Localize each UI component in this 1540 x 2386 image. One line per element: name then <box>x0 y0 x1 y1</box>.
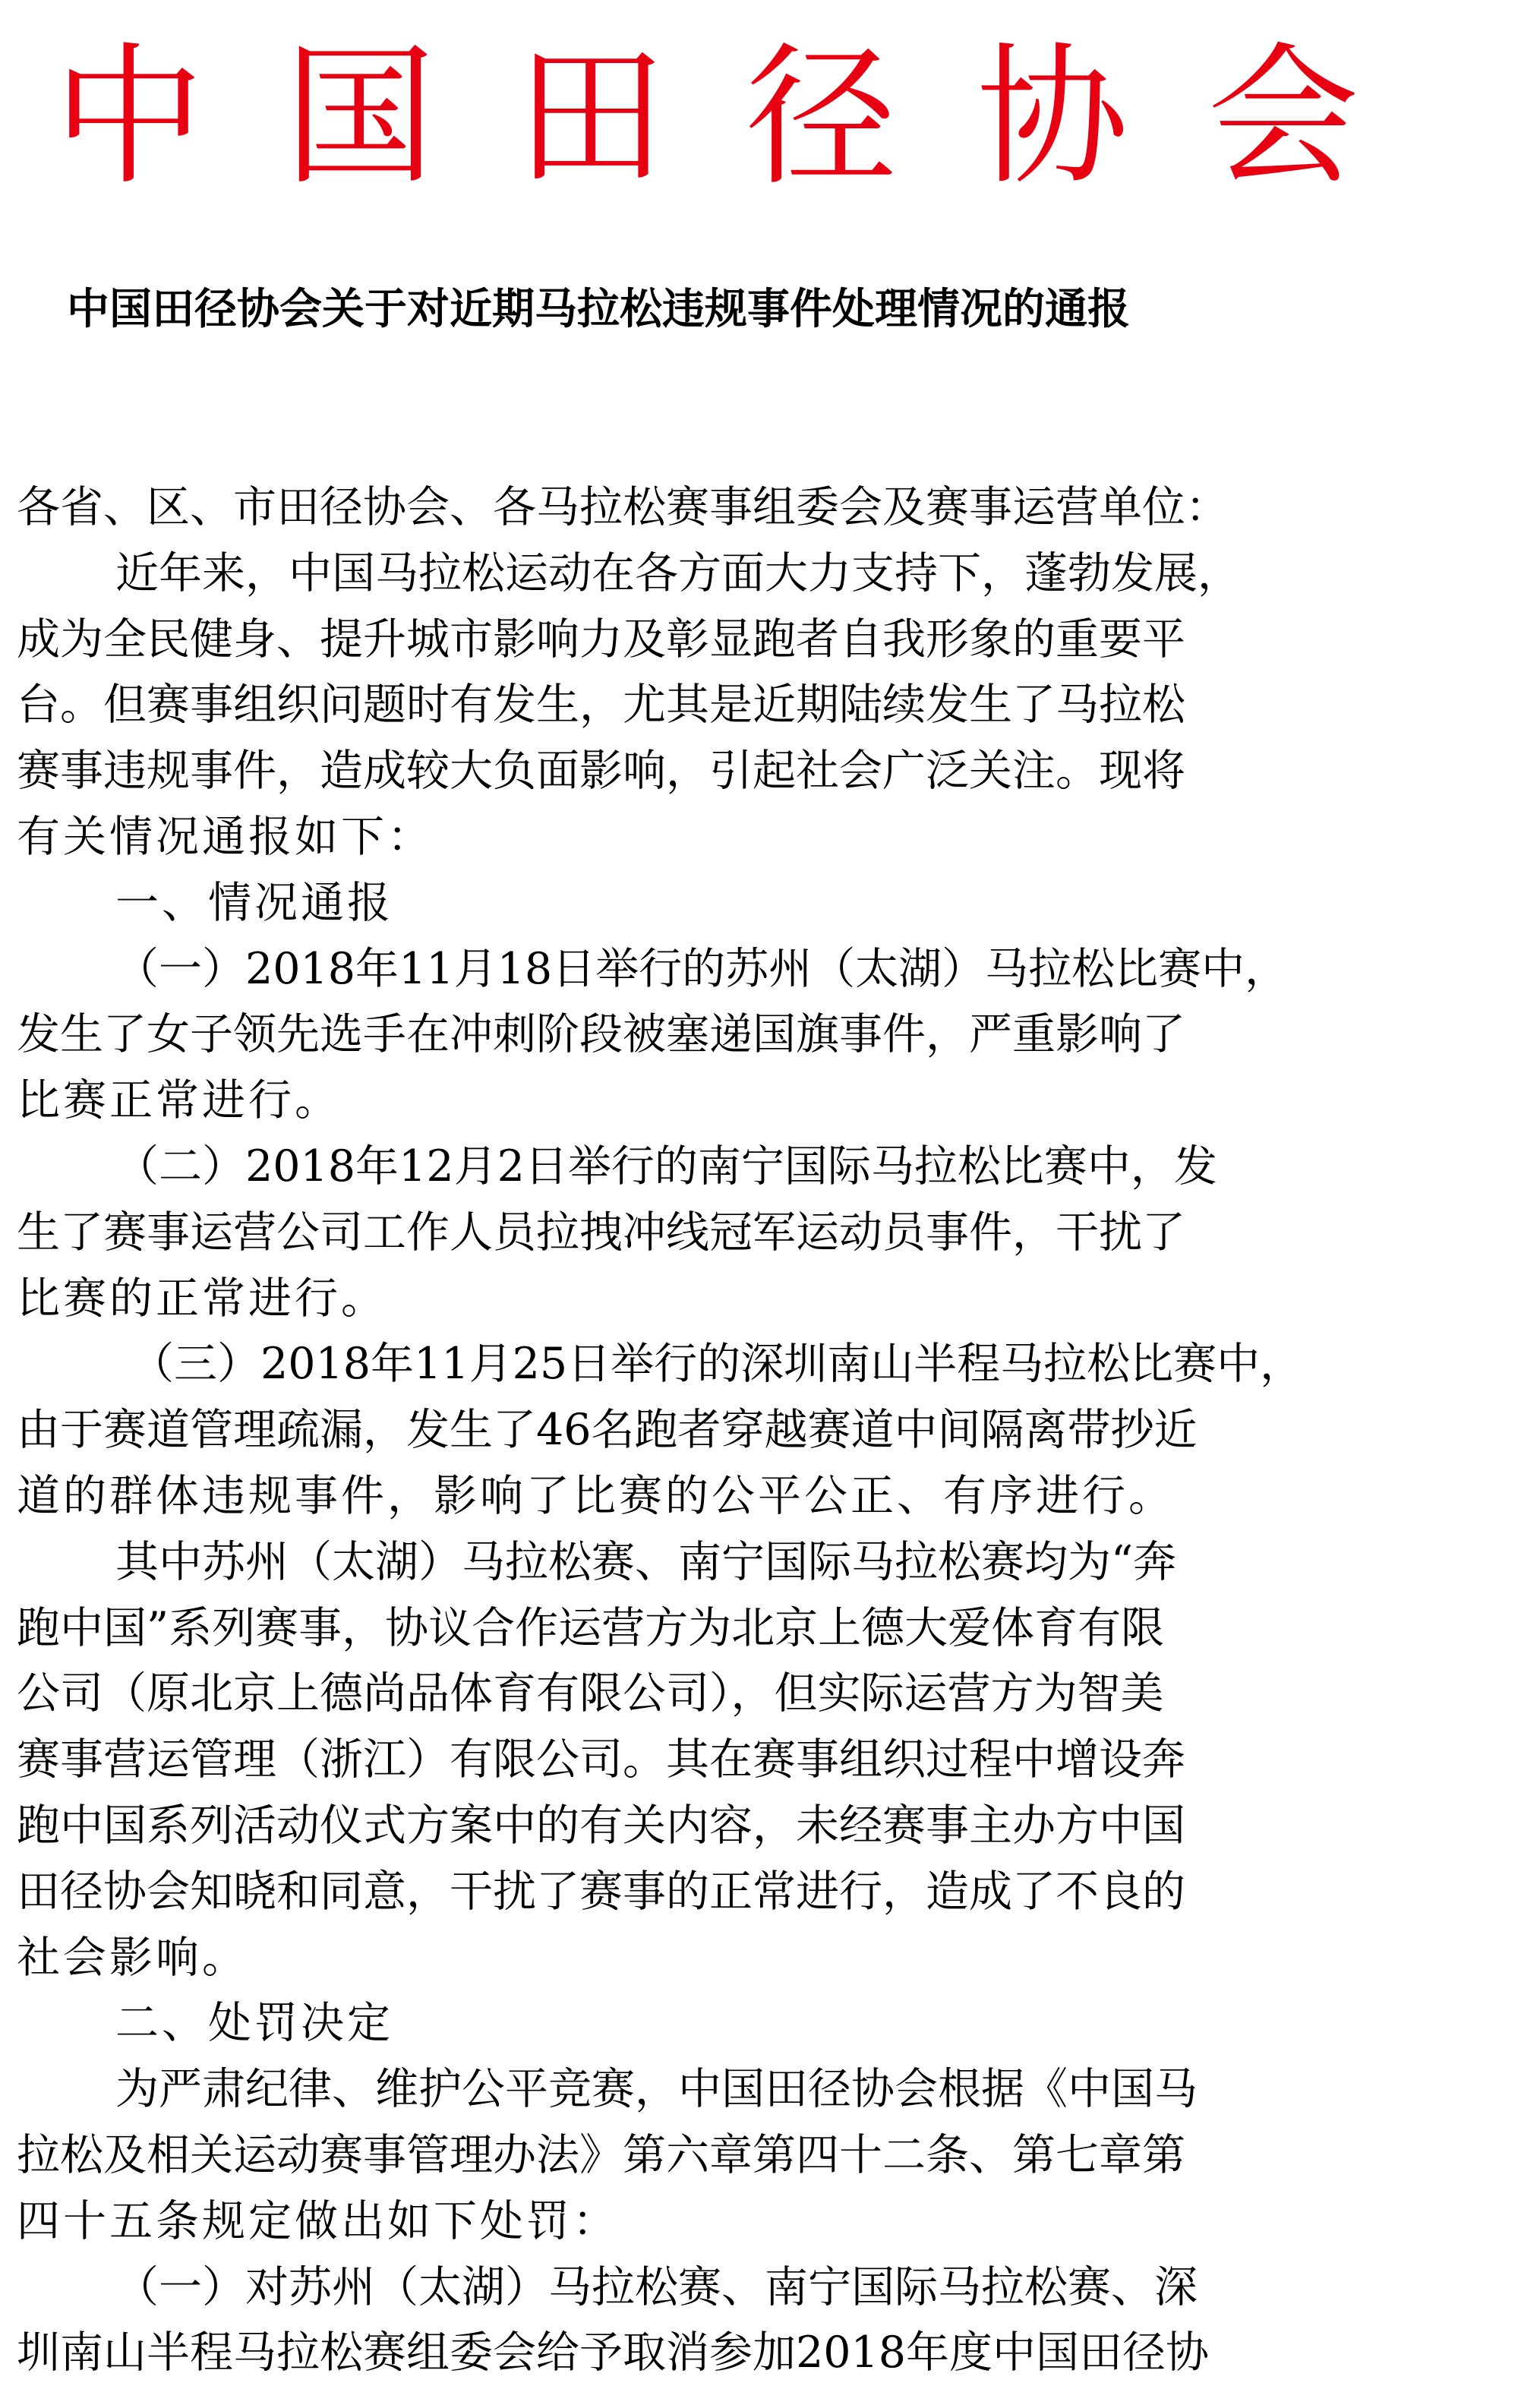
text-line: 由于赛道管理疏漏，发生了46名跑者穿越赛道中间隔离带抄近 <box>17 1405 1198 1456</box>
section-heading: 一、情况通报 <box>115 877 393 928</box>
text-line: 成为全民健身、提升城市影响力及彰显跑者自我形象的重要平 <box>17 614 1185 664</box>
letterhead-char: 径 <box>745 29 898 206</box>
text-line: 为严肃纪律、维护公平竞赛，中国田径协会根据《中国马 <box>115 2064 1198 2115</box>
text-line: 有关情况通报如下： <box>17 811 434 862</box>
text-line: 拉松及相关运动赛事管理办法》第六章第四十二条、第七章第 <box>17 2129 1185 2180</box>
text-line: 跑中国”系列赛事，协议合作运营方为北京上德大爱体育有限 <box>17 1602 1165 1653</box>
text-line: （一）2018年11月18日举行的苏州（太湖）马拉松比赛中， <box>115 943 1289 994</box>
document-title: 中国田径协会关于对近期马拉松违规事件处理情况的通报 <box>67 285 1130 334</box>
text-line: 生了赛事运营公司工作人员拉拽冲线冠军运动员事件，干扰了 <box>17 1207 1185 1258</box>
text-line: 公司（原北京上德尚品体育有限公司），但实际运营方为智美 <box>17 1668 1164 1719</box>
text-line: （一）对苏州（太湖）马拉松赛、南宁国际马拉松赛、深 <box>115 2261 1198 2312</box>
text-line: 发生了女子领先选手在冲刺阶段被塞递国旗事件，严重影响了 <box>17 1009 1185 1060</box>
text-line: （二）2018年12月2日举行的南宁国际马拉松比赛中，发 <box>115 1141 1217 1191</box>
text-line: 四十五条规定做出如下处罚： <box>17 2195 619 2246</box>
text-line: 其中苏州（太湖）马拉松赛、南宁国际马拉松赛均为“奔 <box>115 1536 1177 1587</box>
letterhead <box>53 30 1359 205</box>
text-line: 赛事违规事件，造成较大负面影响，引起社会广泛关注。现将 <box>17 746 1185 797</box>
section-heading: 二、处罚决定 <box>115 1998 393 2049</box>
text-line: 比赛正常进行。 <box>17 1075 341 1126</box>
text-line: 田径协会知晓和同意，干扰了赛事的正常进行，造成了不良的 <box>17 1866 1185 1917</box>
text-line: 各省、区、市田径协会、各马拉松赛事组委会及赛事运营单位： <box>17 482 1229 532</box>
text-line: 比赛的正常进行。 <box>17 1273 387 1324</box>
text-line: 圳南山半程马拉松赛组委会给予取消参加2018年度中国田径协 <box>17 2328 1210 2378</box>
letterhead-char: 会 <box>1207 29 1359 206</box>
letterhead-char: 国 <box>283 29 436 206</box>
letterhead-char: 田 <box>514 29 667 206</box>
text-line: 道的群体违规事件，影响了比赛的公平公正、有序进行。 <box>17 1470 1175 1521</box>
text-line: 跑中国系列活动仪式方案中的有关内容，未经赛事主办方中国 <box>17 1800 1185 1851</box>
text-line: 社会影响。 <box>17 1932 248 1983</box>
text-line: 赛事营运管理（浙江）有限公司。其在赛事组织过程中增设奔 <box>17 1734 1185 1785</box>
letterhead-char: 协 <box>976 29 1128 206</box>
letterhead-char: 中 <box>53 29 206 206</box>
text-line: （三）2018年11月25日举行的深圳南山半程马拉松比赛中， <box>131 1339 1304 1390</box>
text-line: 台。但赛事组织问题时有发生，尤其是近期陆续发生了马拉松 <box>17 680 1185 731</box>
text-line: 近年来，中国马拉松运动在各方面大力支持下，蓬勃发展， <box>115 548 1241 598</box>
document-body <box>17 475 1406 2386</box>
